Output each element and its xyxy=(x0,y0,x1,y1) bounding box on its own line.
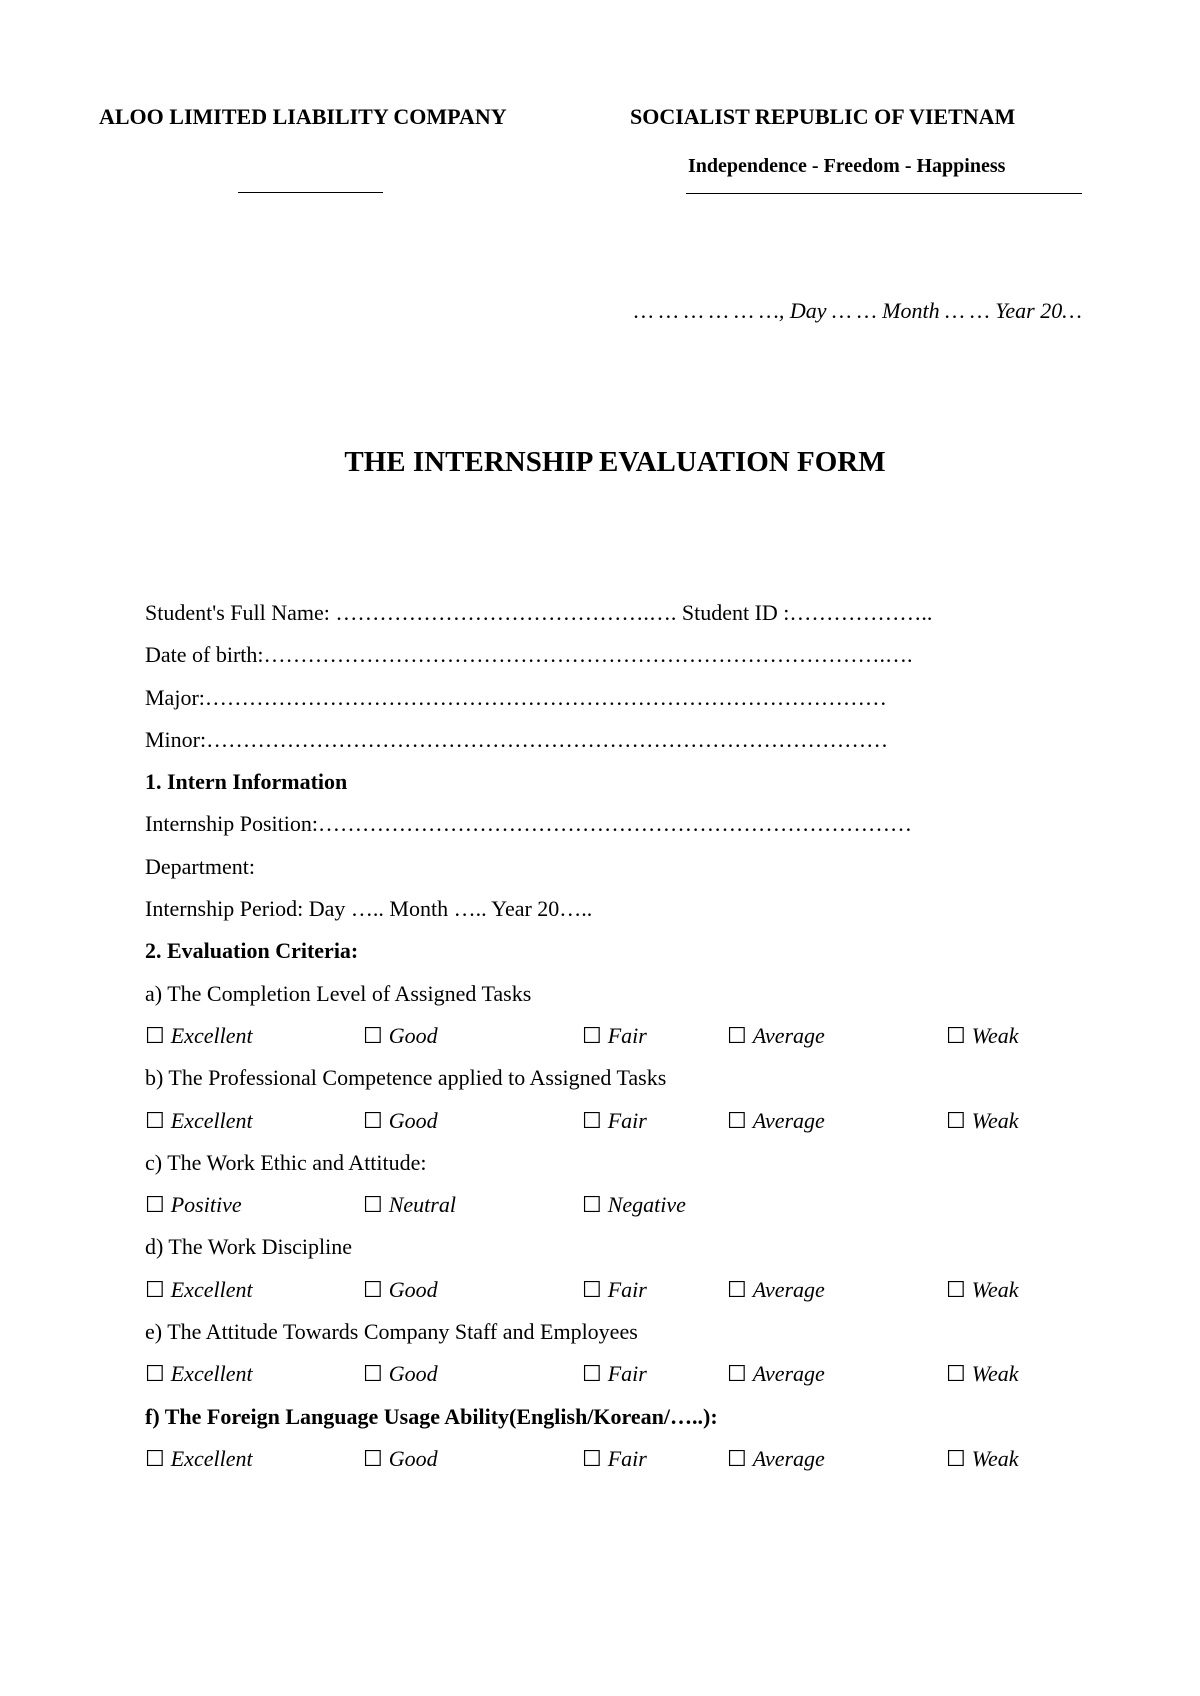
internship-position-field: Internship Position:……………………………………………………………………… xyxy=(145,811,912,837)
criterion-d: d) The Work Discipline xyxy=(145,1234,352,1260)
dob-field: Date of birth:………………………………………………………………………….…. xyxy=(145,642,913,668)
rating-row-f xyxy=(145,1438,1085,1480)
option-positive[interactable]: ☐ Positive xyxy=(145,1192,242,1218)
option-good[interactable]: ☐ Good xyxy=(363,1107,438,1133)
checkbox-icon[interactable]: ☐ xyxy=(145,1361,165,1387)
checkbox-icon[interactable]: ☐ xyxy=(145,1276,165,1302)
option-average[interactable]: ☐ Average xyxy=(727,1361,825,1387)
option-weak[interactable]: ☐ Weak xyxy=(946,1276,1019,1302)
checkbox-icon[interactable]: ☐ xyxy=(145,1192,165,1218)
option-good[interactable]: ☐ Good xyxy=(363,1361,438,1387)
criterion-f: f) The Foreign Language Usage Ability(English/Korean/…..): xyxy=(145,1403,718,1429)
checkbox-icon[interactable]: ☐ xyxy=(946,1107,966,1133)
criterion-a: a) The Completion Level of Assigned Tasks xyxy=(145,980,532,1006)
date-line: … … … … … …, Day … … Month … … Year 20… xyxy=(634,298,1082,323)
option-excellent[interactable]: ☐ Excellent xyxy=(145,1445,253,1471)
checkbox-icon[interactable]: ☐ xyxy=(946,1445,966,1471)
checkbox-icon[interactable]: ☐ xyxy=(582,1276,602,1302)
major-field: Major:………………………………………………………………………………… xyxy=(145,684,887,710)
option-fair[interactable]: ☐ Fair xyxy=(582,1022,647,1048)
option-weak[interactable]: ☐ Weak xyxy=(946,1107,1019,1133)
option-fair[interactable]: ☐ Fair xyxy=(582,1107,647,1133)
name-id-field: Student's Full Name: …………………………………….…. Student ID :……………….. xyxy=(145,600,933,625)
checkbox-icon[interactable]: ☐ xyxy=(727,1445,747,1471)
minor-field: Minor:………………………………………………………………………………… xyxy=(145,726,889,752)
option-weak[interactable]: ☐ Weak xyxy=(946,1361,1019,1387)
option-good[interactable]: ☐ Good xyxy=(363,1445,438,1471)
checkbox-icon[interactable]: ☐ xyxy=(582,1361,602,1387)
checkbox-icon[interactable]: ☐ xyxy=(363,1361,383,1387)
rating-row-e xyxy=(145,1353,1085,1395)
option-negative[interactable]: ☐ Negative xyxy=(582,1192,686,1218)
company-underline xyxy=(238,192,383,193)
checkbox-icon[interactable]: ☐ xyxy=(363,1445,383,1471)
checkbox-icon[interactable]: ☐ xyxy=(582,1107,602,1133)
checkbox-icon[interactable]: ☐ xyxy=(363,1107,383,1133)
department-field: Department: xyxy=(145,853,255,879)
option-average[interactable]: ☐ Average xyxy=(727,1107,825,1133)
option-average[interactable]: ☐ Average xyxy=(727,1276,825,1302)
option-excellent[interactable]: ☐ Excellent xyxy=(145,1107,253,1133)
form-body xyxy=(145,592,1085,1480)
rating-row-a xyxy=(145,1015,1085,1057)
company-name: ALOO LIMITED LIABILITY COMPANY xyxy=(99,104,507,129)
option-excellent[interactable]: ☐ Excellent xyxy=(145,1361,253,1387)
checkbox-icon[interactable]: ☐ xyxy=(727,1107,747,1133)
rating-row-c xyxy=(145,1184,1085,1226)
criterion-b: b) The Professional Competence applied to Assigned Tasks xyxy=(145,1065,667,1091)
checkbox-icon[interactable]: ☐ xyxy=(582,1445,602,1471)
option-average[interactable]: ☐ Average xyxy=(727,1445,825,1471)
option-neutral[interactable]: ☐ Neutral xyxy=(363,1192,456,1218)
national-motto: Independence - Freedom - Happiness xyxy=(688,155,1006,177)
option-average[interactable]: ☐ Average xyxy=(727,1022,825,1048)
option-fair[interactable]: ☐ Fair xyxy=(582,1276,647,1302)
checkbox-icon[interactable]: ☐ xyxy=(582,1192,602,1218)
criterion-e: e) The Attitude Towards Company Staff and Employees xyxy=(145,1319,638,1345)
option-fair[interactable]: ☐ Fair xyxy=(582,1361,647,1387)
option-good[interactable]: ☐ Good xyxy=(363,1022,438,1048)
rating-row-b xyxy=(145,1100,1085,1142)
option-good[interactable]: ☐ Good xyxy=(363,1276,438,1302)
checkbox-icon[interactable]: ☐ xyxy=(946,1361,966,1387)
checkbox-icon[interactable]: ☐ xyxy=(727,1022,747,1048)
option-weak[interactable]: ☐ Weak xyxy=(946,1445,1019,1471)
checkbox-icon[interactable]: ☐ xyxy=(727,1276,747,1302)
option-excellent[interactable]: ☐ Excellent xyxy=(145,1022,253,1048)
checkbox-icon[interactable]: ☐ xyxy=(363,1276,383,1302)
checkbox-icon[interactable]: ☐ xyxy=(363,1022,383,1048)
country-name: SOCIALIST REPUBLIC OF VIETNAM xyxy=(630,104,1016,129)
form-title: THE INTERNSHIP EVALUATION FORM xyxy=(344,446,886,478)
checkbox-icon[interactable]: ☐ xyxy=(946,1022,966,1048)
checkbox-icon[interactable]: ☐ xyxy=(727,1361,747,1387)
section-2-heading: 2. Evaluation Criteria: xyxy=(145,938,359,964)
section-1-heading: 1. Intern Information xyxy=(145,769,348,795)
checkbox-icon[interactable]: ☐ xyxy=(145,1022,165,1048)
internship-period-field: Internship Period: Day ….. Month ….. Year 20….. xyxy=(145,896,593,922)
checkbox-icon[interactable]: ☐ xyxy=(145,1445,165,1471)
checkbox-icon[interactable]: ☐ xyxy=(145,1107,165,1133)
option-weak[interactable]: ☐ Weak xyxy=(946,1022,1019,1048)
checkbox-icon[interactable]: ☐ xyxy=(582,1022,602,1048)
rating-row-d xyxy=(145,1269,1085,1311)
option-excellent[interactable]: ☐ Excellent xyxy=(145,1276,253,1302)
checkbox-icon[interactable]: ☐ xyxy=(363,1192,383,1218)
criterion-c: c) The Work Ethic and Attitude: xyxy=(145,1149,427,1175)
checkbox-icon[interactable]: ☐ xyxy=(946,1276,966,1302)
option-fair[interactable]: ☐ Fair xyxy=(582,1445,647,1471)
motto-underline xyxy=(686,193,1082,194)
